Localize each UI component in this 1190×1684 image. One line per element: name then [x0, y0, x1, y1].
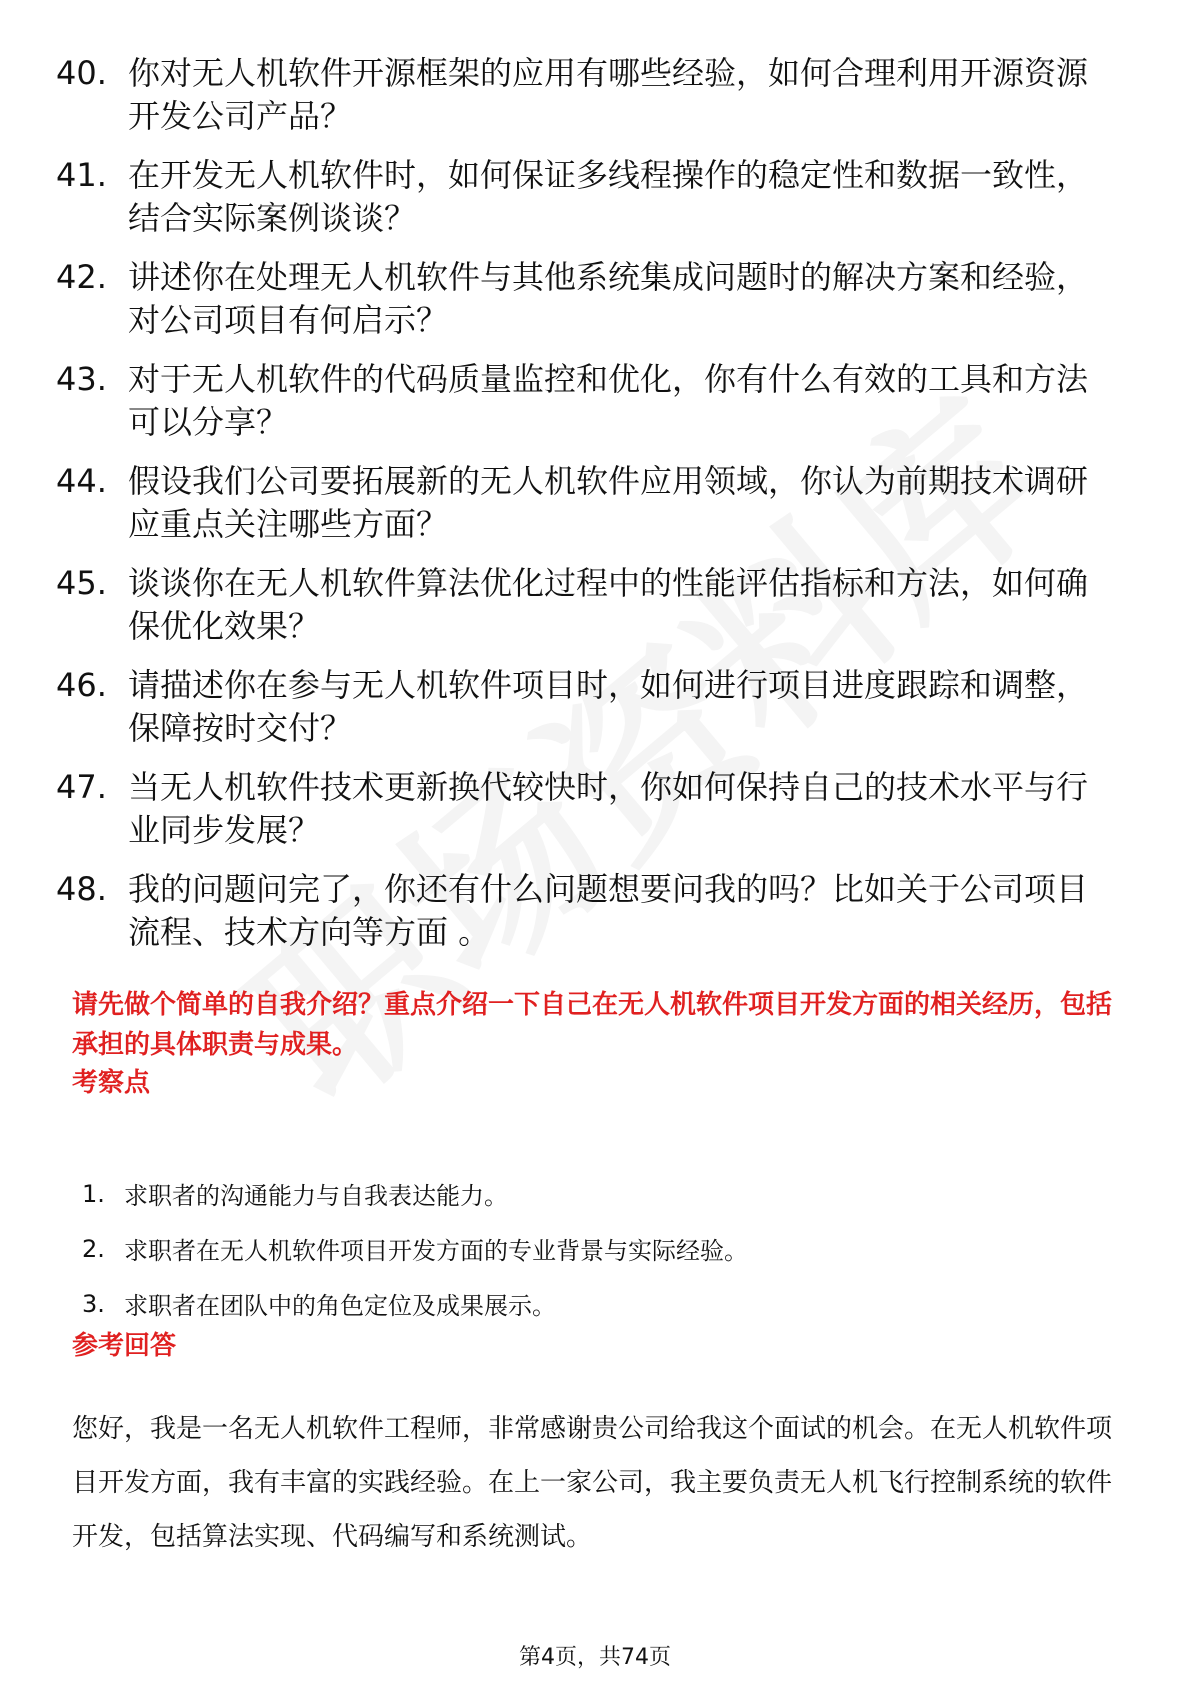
question-item [56, 154, 1116, 240]
examination-points [82, 1166, 748, 1331]
question-text: 我的问题问完了，你还有什么问题想要问我的吗？比如关于公司项目流程、技术方向等方面 。 [128, 870, 1089, 951]
point-number: 2. [82, 1234, 105, 1263]
question-number: 40. [56, 54, 107, 92]
question-text: 讲述你在处理无人机软件与其他系统集成问题时的解决方案和经验，对公司项目有何启示？ [128, 258, 1089, 339]
question-item [56, 256, 1116, 342]
question-number: 43. [56, 360, 107, 398]
question-list [56, 52, 1116, 970]
examination-point [82, 1166, 748, 1221]
point-text: 求职者在团队中的角色定位及成果展示。 [124, 1292, 556, 1320]
examination-point [82, 1221, 748, 1276]
question-number: 48. [56, 870, 107, 908]
question-number: 41. [56, 156, 107, 194]
question-item [56, 52, 1116, 138]
question-number: 45. [56, 564, 107, 602]
answer-title: 参考回答 [72, 1331, 177, 1361]
question-number: 44. [56, 462, 107, 500]
question-text: 假设我们公司要拓展新的无人机软件应用领域，你认为前期技术调研应重点关注哪些方面？ [128, 462, 1089, 543]
examination-title: 考察点 [72, 1068, 151, 1098]
question-number: 42. [56, 258, 107, 296]
question-text: 在开发无人机软件时，如何保证多线程操作的稳定性和数据一致性，结合实际案例谈谈？ [128, 156, 1089, 237]
question-text: 对于无人机软件的代码质量监控和优化，你有什么有效的工具和方法可以分享？ [128, 360, 1089, 441]
point-number: 1. [82, 1179, 105, 1208]
answer-text: 您好，我是一名无人机软件工程师，非常感谢贵公司给我这个面试的机会。在无人机软件项目开发方面，我有丰富的实践经验。在上一家公司，我主要负责无人机飞行控制系统的软件开发，包括算法实现、代码编写和系统测试。 [72, 1414, 1113, 1552]
question-text: 当无人机软件技术更新换代较快时，你如何保持自己的技术水平与行业同步发展？ [128, 768, 1089, 849]
point-text: 求职者在无人机软件项目开发方面的专业背景与实际经验。 [124, 1237, 748, 1265]
highlight-question: 请先做个简单的自我介绍？重点介绍一下自己在无人机软件项目开发方面的相关经历，包括承担的具体职责与成果。 [72, 990, 1113, 1060]
point-text: 求职者的沟通能力与自我表达能力。 [124, 1182, 508, 1210]
page-footer: 第4页，共74页 [519, 1645, 671, 1670]
question-text: 请描述你在参与无人机软件项目时，如何进行项目进度跟踪和调整，保障按时交付？ [128, 666, 1089, 747]
question-item [56, 766, 1116, 852]
question-text: 你对无人机软件开源框架的应用有哪些经验，如何合理利用开源资源开发公司产品？ [128, 54, 1089, 135]
question-item [56, 460, 1116, 546]
question-item [56, 358, 1116, 444]
question-number: 47. [56, 768, 107, 806]
examination-point [82, 1276, 748, 1331]
question-number: 46. [56, 666, 107, 704]
question-text: 谈谈你在无人机软件算法优化过程中的性能评估指标和方法，如何确保优化效果？ [128, 564, 1089, 645]
point-number: 3. [82, 1289, 105, 1318]
question-item [56, 868, 1116, 954]
question-item [56, 562, 1116, 648]
question-item [56, 664, 1116, 750]
